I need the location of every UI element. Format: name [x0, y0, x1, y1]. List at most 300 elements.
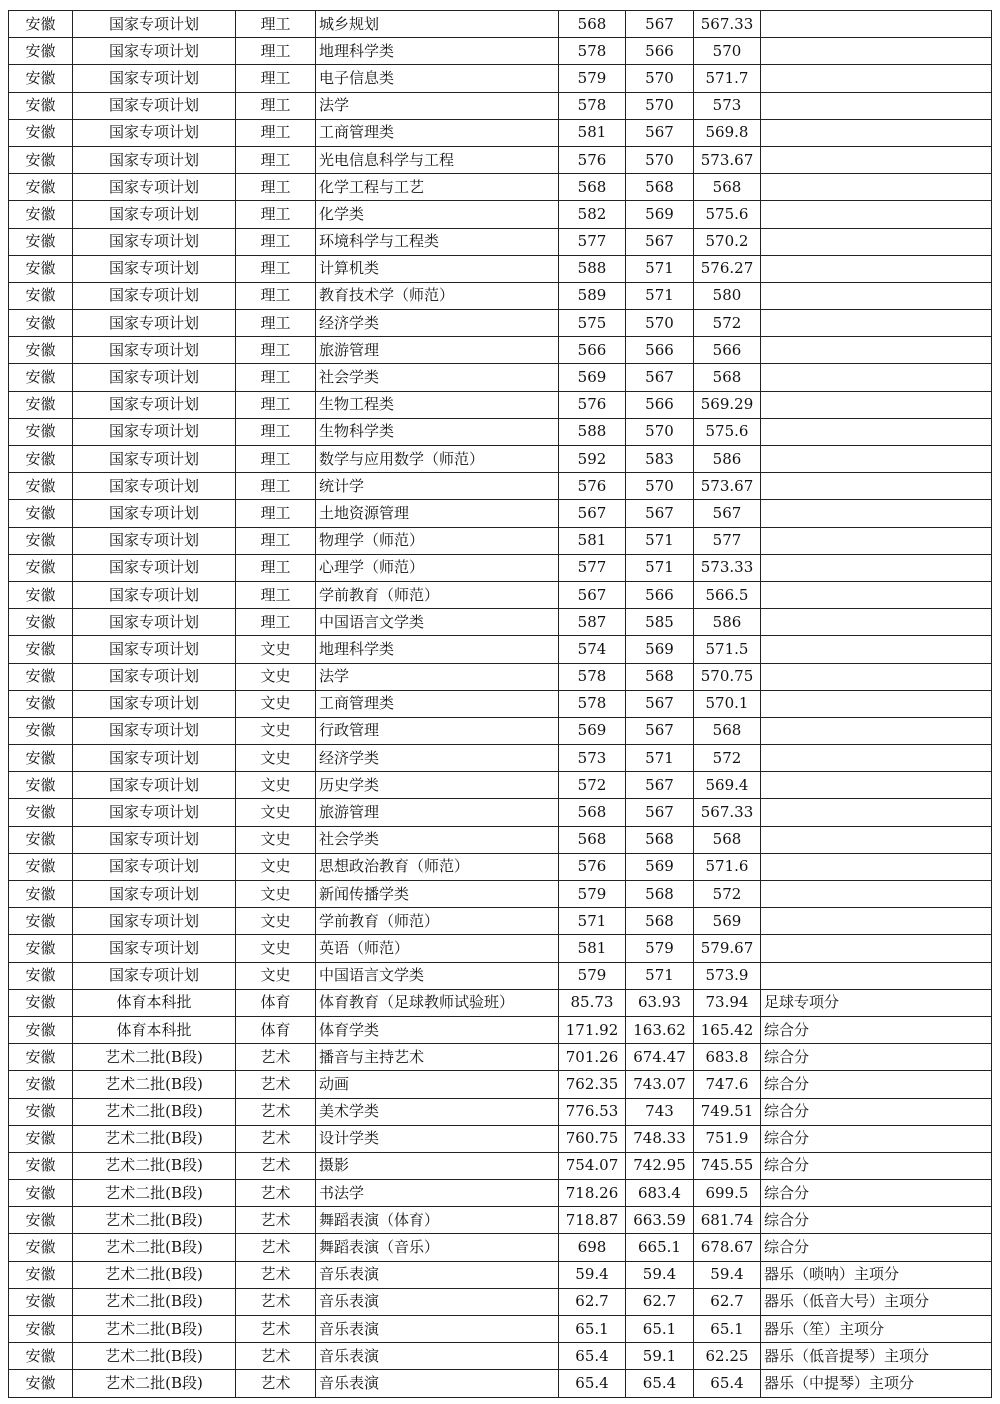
note-cell [761, 962, 992, 989]
category-cell: 艺术 [236, 1234, 316, 1261]
batch-cell: 国家专项计划 [73, 11, 236, 38]
table-row [9, 1125, 992, 1152]
note-cell: 器乐（笙）主项分 [761, 1316, 992, 1343]
min-score-cell: 742.95 [626, 1152, 694, 1179]
province-cell: 安徽 [9, 391, 73, 418]
province-cell: 安徽 [9, 282, 73, 309]
note-cell [761, 418, 992, 445]
table-row [9, 935, 992, 962]
avg-score-cell: 569 [694, 908, 761, 935]
table-row [9, 201, 992, 228]
note-cell: 综合分 [761, 1098, 992, 1125]
avg-score-cell: 566 [694, 337, 761, 364]
category-cell: 艺术 [236, 1125, 316, 1152]
category-cell: 文史 [236, 636, 316, 663]
province-cell: 安徽 [9, 962, 73, 989]
batch-cell: 国家专项计划 [73, 473, 236, 500]
province-cell: 安徽 [9, 1071, 73, 1098]
category-cell: 文史 [236, 881, 316, 908]
avg-score-cell: 570 [694, 38, 761, 65]
note-cell [761, 391, 992, 418]
batch-cell: 艺术二批(B段) [73, 1098, 236, 1125]
table-row [9, 282, 992, 309]
batch-cell: 国家专项计划 [73, 119, 236, 146]
table-row [9, 962, 992, 989]
batch-cell: 艺术二批(B段) [73, 1370, 236, 1397]
max-score-cell: 701.26 [559, 1044, 626, 1071]
batch-cell: 国家专项计划 [73, 772, 236, 799]
batch-cell: 国家专项计划 [73, 690, 236, 717]
category-cell: 理工 [236, 391, 316, 418]
note-cell [761, 146, 992, 173]
avg-score-cell: 73.94 [694, 989, 761, 1016]
category-cell: 体育 [236, 989, 316, 1016]
max-score-cell: 578 [559, 92, 626, 119]
min-score-cell: 567 [626, 11, 694, 38]
note-cell [761, 446, 992, 473]
note-cell [761, 799, 992, 826]
table-row [9, 881, 992, 908]
category-cell: 理工 [236, 174, 316, 201]
batch-cell: 国家专项计划 [73, 908, 236, 935]
category-cell: 文史 [236, 853, 316, 880]
note-cell: 综合分 [761, 1044, 992, 1071]
max-score-cell: 578 [559, 663, 626, 690]
major-cell: 音乐表演 [316, 1261, 559, 1288]
batch-cell: 艺术二批(B段) [73, 1152, 236, 1179]
avg-score-cell: 568 [694, 174, 761, 201]
major-cell: 教育技术学（师范） [316, 282, 559, 309]
major-cell: 体育教育（足球教师试验班） [316, 989, 559, 1016]
min-score-cell: 569 [626, 853, 694, 880]
province-cell: 安徽 [9, 609, 73, 636]
min-score-cell: 571 [626, 255, 694, 282]
min-score-cell: 65.4 [626, 1370, 694, 1397]
note-cell [761, 337, 992, 364]
province-cell: 安徽 [9, 119, 73, 146]
batch-cell: 艺术二批(B段) [73, 1044, 236, 1071]
batch-cell: 国家专项计划 [73, 636, 236, 663]
table-body [9, 11, 992, 1398]
category-cell: 艺术 [236, 1288, 316, 1315]
table-row [9, 1316, 992, 1343]
province-cell: 安徽 [9, 418, 73, 445]
note-cell [761, 201, 992, 228]
min-score-cell: 65.1 [626, 1316, 694, 1343]
major-cell: 音乐表演 [316, 1316, 559, 1343]
min-score-cell: 743 [626, 1098, 694, 1125]
min-score-cell: 665.1 [626, 1234, 694, 1261]
province-cell: 安徽 [9, 1234, 73, 1261]
province-cell: 安徽 [9, 473, 73, 500]
table-row [9, 989, 992, 1016]
max-score-cell: 581 [559, 527, 626, 554]
note-cell [761, 636, 992, 663]
min-score-cell: 568 [626, 826, 694, 853]
note-cell [761, 38, 992, 65]
major-cell: 新闻传播学类 [316, 881, 559, 908]
note-cell [761, 581, 992, 608]
table-row [9, 609, 992, 636]
min-score-cell: 663.59 [626, 1207, 694, 1234]
note-cell [761, 745, 992, 772]
province-cell: 安徽 [9, 881, 73, 908]
table-row [9, 799, 992, 826]
table-row [9, 11, 992, 38]
avg-score-cell: 579.67 [694, 935, 761, 962]
avg-score-cell: 586 [694, 609, 761, 636]
max-score-cell: 776.53 [559, 1098, 626, 1125]
province-cell: 安徽 [9, 92, 73, 119]
batch-cell: 艺术二批(B段) [73, 1207, 236, 1234]
min-score-cell: 567 [626, 364, 694, 391]
category-cell: 文史 [236, 772, 316, 799]
min-score-cell: 568 [626, 663, 694, 690]
table-row [9, 255, 992, 282]
table-row [9, 1343, 992, 1370]
province-cell: 安徽 [9, 908, 73, 935]
major-cell: 旅游管理 [316, 337, 559, 364]
batch-cell: 国家专项计划 [73, 337, 236, 364]
max-score-cell: 568 [559, 11, 626, 38]
batch-cell: 国家专项计划 [73, 826, 236, 853]
province-cell: 安徽 [9, 1370, 73, 1397]
major-cell: 光电信息科学与工程 [316, 146, 559, 173]
max-score-cell: 578 [559, 690, 626, 717]
major-cell: 生物工程类 [316, 391, 559, 418]
table-row [9, 1152, 992, 1179]
province-cell: 安徽 [9, 228, 73, 255]
table-row [9, 146, 992, 173]
max-score-cell: 579 [559, 65, 626, 92]
avg-score-cell: 566.5 [694, 581, 761, 608]
avg-score-cell: 745.55 [694, 1152, 761, 1179]
major-cell: 体育学类 [316, 1016, 559, 1043]
batch-cell: 艺术二批(B段) [73, 1180, 236, 1207]
min-score-cell: 567 [626, 228, 694, 255]
note-cell [761, 772, 992, 799]
province-cell: 安徽 [9, 690, 73, 717]
min-score-cell: 566 [626, 581, 694, 608]
province-cell: 安徽 [9, 745, 73, 772]
note-cell [761, 364, 992, 391]
table-row [9, 1288, 992, 1315]
table-row [9, 228, 992, 255]
province-cell: 安徽 [9, 38, 73, 65]
batch-cell: 艺术二批(B段) [73, 1261, 236, 1288]
max-score-cell: 65.1 [559, 1316, 626, 1343]
avg-score-cell: 573 [694, 92, 761, 119]
min-score-cell: 59.1 [626, 1343, 694, 1370]
major-cell: 学前教育（师范） [316, 581, 559, 608]
avg-score-cell: 165.42 [694, 1016, 761, 1043]
category-cell: 理工 [236, 92, 316, 119]
province-cell: 安徽 [9, 65, 73, 92]
batch-cell: 国家专项计划 [73, 554, 236, 581]
max-score-cell: 171.92 [559, 1016, 626, 1043]
min-score-cell: 585 [626, 609, 694, 636]
category-cell: 艺术 [236, 1343, 316, 1370]
note-cell: 综合分 [761, 1234, 992, 1261]
max-score-cell: 592 [559, 446, 626, 473]
major-cell: 工商管理类 [316, 119, 559, 146]
category-cell: 理工 [236, 364, 316, 391]
max-score-cell: 59.4 [559, 1261, 626, 1288]
province-cell: 安徽 [9, 1180, 73, 1207]
batch-cell: 国家专项计划 [73, 228, 236, 255]
province-cell: 安徽 [9, 527, 73, 554]
category-cell: 理工 [236, 609, 316, 636]
max-score-cell: 569 [559, 717, 626, 744]
max-score-cell: 574 [559, 636, 626, 663]
province-cell: 安徽 [9, 636, 73, 663]
category-cell: 理工 [236, 500, 316, 527]
min-score-cell: 571 [626, 745, 694, 772]
min-score-cell: 570 [626, 146, 694, 173]
major-cell: 旅游管理 [316, 799, 559, 826]
batch-cell: 体育本科批 [73, 989, 236, 1016]
batch-cell: 国家专项计划 [73, 609, 236, 636]
table-row [9, 119, 992, 146]
major-cell: 舞蹈表演（体育） [316, 1207, 559, 1234]
avg-score-cell: 62.25 [694, 1343, 761, 1370]
major-cell: 地理科学类 [316, 636, 559, 663]
note-cell [761, 500, 992, 527]
max-score-cell: 576 [559, 473, 626, 500]
max-score-cell: 718.26 [559, 1180, 626, 1207]
note-cell [761, 473, 992, 500]
avg-score-cell: 580 [694, 282, 761, 309]
min-score-cell: 571 [626, 282, 694, 309]
max-score-cell: 568 [559, 799, 626, 826]
note-cell: 器乐（低音大号）主项分 [761, 1288, 992, 1315]
avg-score-cell: 576.27 [694, 255, 761, 282]
province-cell: 安徽 [9, 1125, 73, 1152]
min-score-cell: 570 [626, 310, 694, 337]
province-cell: 安徽 [9, 1152, 73, 1179]
max-score-cell: 581 [559, 935, 626, 962]
max-score-cell: 575 [559, 310, 626, 337]
avg-score-cell: 569.8 [694, 119, 761, 146]
max-score-cell: 582 [559, 201, 626, 228]
avg-score-cell: 568 [694, 364, 761, 391]
note-cell [761, 11, 992, 38]
max-score-cell: 579 [559, 962, 626, 989]
batch-cell: 国家专项计划 [73, 446, 236, 473]
major-cell: 生物科学类 [316, 418, 559, 445]
batch-cell: 国家专项计划 [73, 853, 236, 880]
min-score-cell: 567 [626, 772, 694, 799]
max-score-cell: 698 [559, 1234, 626, 1261]
category-cell: 文史 [236, 663, 316, 690]
max-score-cell: 566 [559, 337, 626, 364]
category-cell: 理工 [236, 38, 316, 65]
province-cell: 安徽 [9, 174, 73, 201]
max-score-cell: 62.7 [559, 1288, 626, 1315]
note-cell [761, 935, 992, 962]
note-cell [761, 609, 992, 636]
category-cell: 理工 [236, 282, 316, 309]
major-cell: 统计学 [316, 473, 559, 500]
min-score-cell: 59.4 [626, 1261, 694, 1288]
major-cell: 地理科学类 [316, 38, 559, 65]
category-cell: 文史 [236, 745, 316, 772]
category-cell: 理工 [236, 527, 316, 554]
major-cell: 化学工程与工艺 [316, 174, 559, 201]
batch-cell: 国家专项计划 [73, 391, 236, 418]
avg-score-cell: 65.1 [694, 1316, 761, 1343]
province-cell: 安徽 [9, 201, 73, 228]
category-cell: 理工 [236, 581, 316, 608]
category-cell: 艺术 [236, 1044, 316, 1071]
avg-score-cell: 65.4 [694, 1370, 761, 1397]
avg-score-cell: 573.33 [694, 554, 761, 581]
min-score-cell: 568 [626, 881, 694, 908]
max-score-cell: 587 [559, 609, 626, 636]
province-cell: 安徽 [9, 717, 73, 744]
province-cell: 安徽 [9, 337, 73, 364]
max-score-cell: 588 [559, 255, 626, 282]
avg-score-cell: 681.74 [694, 1207, 761, 1234]
table-row [9, 1207, 992, 1234]
batch-cell: 国家专项计划 [73, 92, 236, 119]
note-cell [761, 554, 992, 581]
table-row [9, 690, 992, 717]
batch-cell: 国家专项计划 [73, 65, 236, 92]
max-score-cell: 569 [559, 364, 626, 391]
score-table [8, 10, 992, 1398]
avg-score-cell: 572 [694, 310, 761, 337]
table-row [9, 636, 992, 663]
major-cell: 数学与应用数学（师范） [316, 446, 559, 473]
major-cell: 舞蹈表演（音乐） [316, 1234, 559, 1261]
major-cell: 物理学（师范） [316, 527, 559, 554]
major-cell: 社会学类 [316, 364, 559, 391]
avg-score-cell: 59.4 [694, 1261, 761, 1288]
category-cell: 理工 [236, 255, 316, 282]
batch-cell: 国家专项计划 [73, 310, 236, 337]
major-cell: 中国语言文学类 [316, 609, 559, 636]
min-score-cell: 571 [626, 554, 694, 581]
min-score-cell: 570 [626, 418, 694, 445]
province-cell: 安徽 [9, 989, 73, 1016]
max-score-cell: 718.87 [559, 1207, 626, 1234]
min-score-cell: 570 [626, 65, 694, 92]
province-cell: 安徽 [9, 1207, 73, 1234]
avg-score-cell: 567.33 [694, 11, 761, 38]
table-row [9, 1044, 992, 1071]
note-cell [761, 92, 992, 119]
note-cell: 综合分 [761, 1152, 992, 1179]
province-cell: 安徽 [9, 1098, 73, 1125]
category-cell: 文史 [236, 826, 316, 853]
note-cell [761, 282, 992, 309]
avg-score-cell: 571.7 [694, 65, 761, 92]
table-row [9, 1016, 992, 1043]
batch-cell: 国家专项计划 [73, 581, 236, 608]
category-cell: 理工 [236, 473, 316, 500]
max-score-cell: 579 [559, 881, 626, 908]
province-cell: 安徽 [9, 1044, 73, 1071]
category-cell: 理工 [236, 11, 316, 38]
batch-cell: 艺术二批(B段) [73, 1234, 236, 1261]
category-cell: 艺术 [236, 1207, 316, 1234]
note-cell [761, 690, 992, 717]
table-row [9, 364, 992, 391]
province-cell: 安徽 [9, 581, 73, 608]
major-cell: 行政管理 [316, 717, 559, 744]
max-score-cell: 576 [559, 853, 626, 880]
note-cell [761, 310, 992, 337]
avg-score-cell: 571.5 [694, 636, 761, 663]
major-cell: 动画 [316, 1071, 559, 1098]
note-cell [761, 228, 992, 255]
major-cell: 社会学类 [316, 826, 559, 853]
batch-cell: 国家专项计划 [73, 255, 236, 282]
avg-score-cell: 570.75 [694, 663, 761, 690]
min-score-cell: 683.4 [626, 1180, 694, 1207]
major-cell: 法学 [316, 663, 559, 690]
province-cell: 安徽 [9, 310, 73, 337]
max-score-cell: 581 [559, 119, 626, 146]
table-row [9, 581, 992, 608]
max-score-cell: 65.4 [559, 1370, 626, 1397]
category-cell: 理工 [236, 228, 316, 255]
table-row [9, 826, 992, 853]
major-cell: 计算机类 [316, 255, 559, 282]
avg-score-cell: 573.67 [694, 146, 761, 173]
table-row [9, 717, 992, 744]
note-cell [761, 826, 992, 853]
major-cell: 土地资源管理 [316, 500, 559, 527]
note-cell [761, 908, 992, 935]
batch-cell: 艺术二批(B段) [73, 1316, 236, 1343]
max-score-cell: 85.73 [559, 989, 626, 1016]
avg-score-cell: 573.9 [694, 962, 761, 989]
min-score-cell: 63.93 [626, 989, 694, 1016]
category-cell: 理工 [236, 310, 316, 337]
province-cell: 安徽 [9, 146, 73, 173]
batch-cell: 国家专项计划 [73, 935, 236, 962]
min-score-cell: 566 [626, 337, 694, 364]
major-cell: 美术学类 [316, 1098, 559, 1125]
max-score-cell: 568 [559, 174, 626, 201]
table-row [9, 310, 992, 337]
category-cell: 文史 [236, 962, 316, 989]
max-score-cell: 576 [559, 146, 626, 173]
category-cell: 理工 [236, 337, 316, 364]
province-cell: 安徽 [9, 799, 73, 826]
province-cell: 安徽 [9, 446, 73, 473]
table-row [9, 391, 992, 418]
max-score-cell: 577 [559, 228, 626, 255]
province-cell: 安徽 [9, 11, 73, 38]
avg-score-cell: 577 [694, 527, 761, 554]
batch-cell: 国家专项计划 [73, 500, 236, 527]
min-score-cell: 568 [626, 174, 694, 201]
province-cell: 安徽 [9, 1016, 73, 1043]
batch-cell: 国家专项计划 [73, 962, 236, 989]
avg-score-cell: 683.8 [694, 1044, 761, 1071]
major-cell: 经济学类 [316, 745, 559, 772]
min-score-cell: 567 [626, 799, 694, 826]
max-score-cell: 576 [559, 391, 626, 418]
province-cell: 安徽 [9, 1261, 73, 1288]
note-cell [761, 119, 992, 146]
table-row [9, 473, 992, 500]
note-cell: 综合分 [761, 1207, 992, 1234]
table-row [9, 174, 992, 201]
